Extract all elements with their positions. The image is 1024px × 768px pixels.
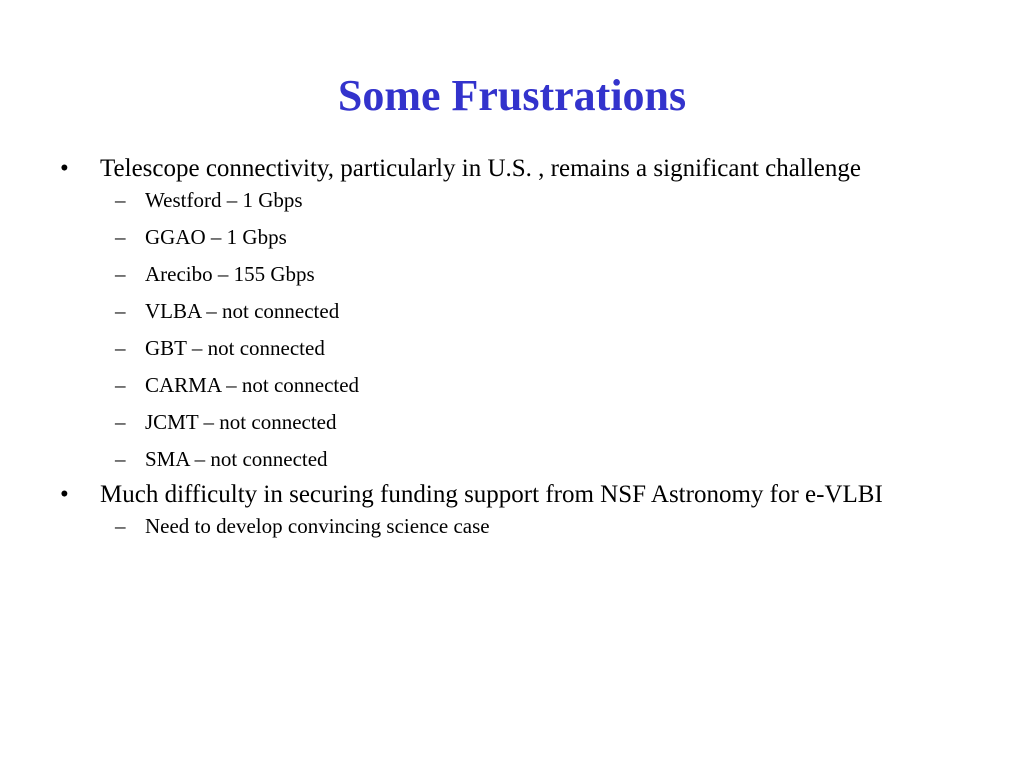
sub-bullet-text: Arecibo – 155 Gbps — [145, 262, 315, 286]
sub-bullet-item — [100, 513, 940, 539]
bullet-text: Telescope connectivity, particularly in U.S. , remains a significant challenge — [100, 155, 861, 182]
sub-bullet-text: Westford – 1 Gbps — [145, 188, 303, 212]
sub-bullet-marker: – — [115, 262, 126, 286]
sub-bullet-item — [100, 446, 940, 472]
sub-bullet-marker: – — [115, 336, 126, 360]
sub-bullet-text: Need to develop convincing science case — [145, 514, 490, 538]
sub-bullet-text: GBT – not connected — [145, 336, 325, 360]
sub-bullet-item — [100, 261, 940, 287]
sub-bullet-marker: – — [115, 514, 126, 538]
sub-bullet-text: VLBA – not connected — [145, 299, 340, 323]
sub-bullet-marker: – — [115, 447, 126, 471]
bullet-list — [60, 152, 940, 539]
sub-bullet-list — [100, 187, 940, 472]
sub-bullet-item — [100, 298, 940, 324]
bullet-item — [60, 478, 940, 539]
sub-bullet-marker: – — [115, 225, 126, 249]
sub-bullet-text: SMA – not connected — [145, 447, 328, 471]
sub-bullet-text: GGAO – 1 Gbps — [145, 225, 287, 249]
bullet-text: Much difficulty in securing funding support from NSF Astronomy for e-VLBI — [100, 481, 883, 508]
sub-bullet-marker: – — [115, 410, 126, 434]
bullet-marker: • — [60, 481, 69, 508]
sub-bullet-item — [100, 409, 940, 435]
sub-bullet-marker: – — [115, 373, 126, 397]
sub-bullet-item — [100, 187, 940, 213]
sub-bullet-item — [100, 224, 940, 250]
bullet-item — [60, 152, 940, 472]
sub-bullet-text: CARMA – not connected — [145, 373, 360, 397]
sub-bullet-list — [100, 513, 940, 539]
sub-bullet-text: JCMT – not connected — [145, 410, 337, 434]
sub-bullet-marker: – — [115, 188, 126, 212]
sub-bullet-item — [100, 372, 940, 398]
slide-title: Some Frustrations — [337, 71, 687, 120]
sub-bullet-marker: – — [115, 299, 126, 323]
sub-bullet-item — [100, 335, 940, 361]
bullet-marker: • — [60, 155, 69, 182]
